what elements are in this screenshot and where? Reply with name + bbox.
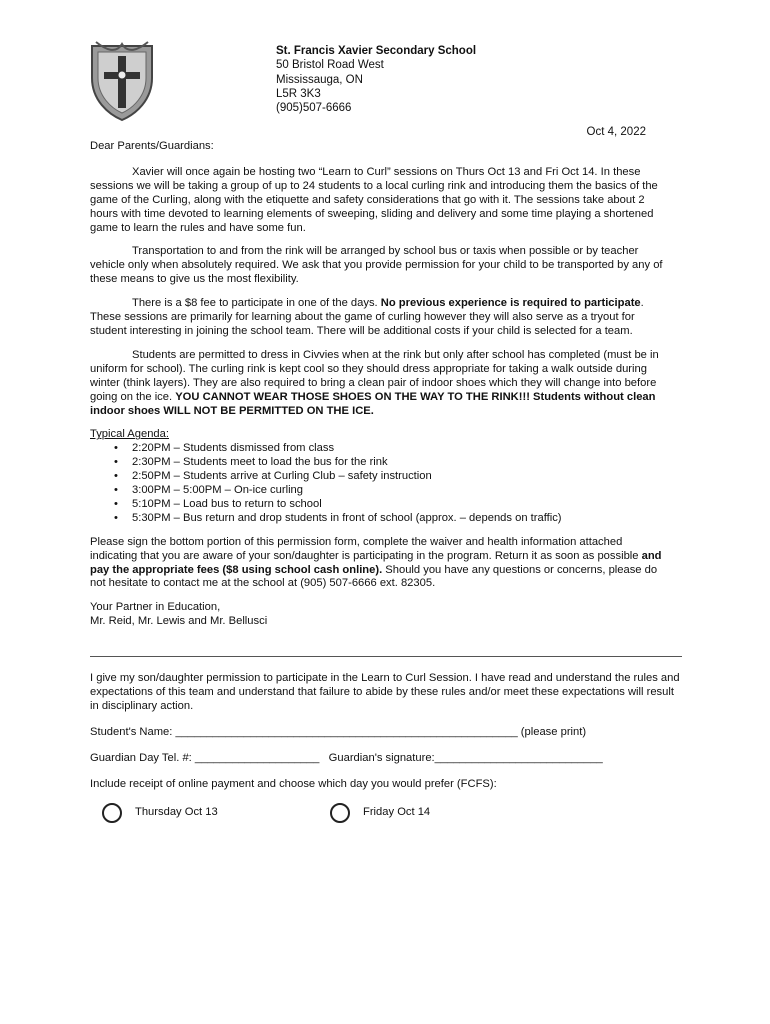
guardian-row [90, 752, 682, 766]
paragraph-intro: Xavier will once again be hosting two “Learn to Curl” sessions on Thurs Oct 13 and Fri Oct 14. In these sessions we will be taking a group of up to 24 students to a local curling rink and introducing them the basics of the game of the Curling, along with the etiquette and safety considerations that go with it. The sessions take about 2 hours with time devoted to learning elements of sweeping, sliding and delivery and some time playing a shortened game to learn the rules and have some fun. [90, 165, 658, 234]
letter-body [90, 140, 672, 639]
receipt-instruction: Include receipt of online payment and choose which day you would prefer (FCFS): [90, 777, 497, 790]
school-address-block [276, 44, 476, 115]
day-choices [90, 803, 682, 833]
agenda-title: Typical Agenda: [90, 428, 169, 441]
agenda-section [90, 428, 672, 525]
option-thursday[interactable] [102, 803, 218, 823]
address-line: 50 Bristol Road West [276, 59, 384, 72]
agenda-list [90, 442, 672, 525]
thursday-label: Thursday Oct 13 [135, 806, 218, 819]
agenda-item: • 5:10PM – Load bus to return to school [90, 498, 672, 512]
agenda-item: • 2:30PM – Students meet to load the bus for the rink [90, 456, 672, 470]
school-crest-logo [86, 38, 158, 122]
permission-form [90, 672, 682, 833]
shoes-warning: YOU CANNOT WEAR THOSE SHOES ON THE WAY TO THE RINK!!! Students without clean indoor shoes WILL NOT BE PERMITTED ON THE ICE. [90, 390, 656, 417]
print-note: (please print) [517, 725, 587, 738]
no-experience-notice: No previous experience is required to participate [380, 297, 641, 310]
student-name-row [90, 726, 682, 740]
dress-text: Students are permitted to dress in Civvies when at the rink but only after school has completed (must be in uniform for school). The curling rink is kept cool so they should dress appropriate for taking a walk outside during winter (think layers). They are also required to bring a clean pair of indoor shoes which they will change into before going on the ice. [90, 348, 659, 403]
guardian-tel-label: Guardian Day Tel. #: [90, 751, 195, 764]
paragraph-instructions [90, 536, 672, 592]
school-phone: (905)507-6666 [276, 102, 352, 115]
guardian-signature-field[interactable]: ___________________________ [434, 751, 603, 764]
friday-label: Friday Oct 14 [363, 806, 431, 819]
divider-line [90, 656, 682, 657]
student-name-label: Student's Name: [90, 725, 176, 738]
agenda-item: • 2:20PM – Students dismissed from class [90, 442, 672, 456]
paragraph-dress [90, 349, 672, 419]
signers: Mr. Reid, Mr. Lewis and Mr. Bellusci [90, 615, 268, 628]
paragraph-transportation: Transportation to and from the rink will be arranged by school bus or taxis when possible or by teacher vehicle only when absolutely required. We ask that you provide permission for your child to be transported by any of these means to give us the most flexibility. [90, 245, 663, 286]
school-name: St. Francis Xavier Secondary School [276, 45, 477, 57]
fee-text-continued: . These sessions are primarily for learning about the game of curling however they will also serve as a tryout for student interesting in joining the school team. There will be additional costs if your child is selected for a team. [90, 297, 644, 337]
friday-radio[interactable] [330, 803, 350, 823]
closing: Your Partner in Education, [90, 601, 221, 614]
student-name-field[interactable]: _______________________________________________________ [175, 725, 518, 738]
thursday-radio[interactable] [102, 803, 122, 823]
fee-text: There is a $8 fee to participate in one of the days. [132, 297, 381, 310]
option-friday[interactable] [330, 803, 430, 823]
consent-statement: I give my son/daughter permission to participate in the Learn to Curl Session. I have read and understand the rules and expectations of this team and understand that failure to abide by these rules and/or meet these expectations will result in disciplinary action. [90, 672, 680, 712]
instructions-text: Please sign the bottom portion of this permission form, complete the waiver and health information attached indicating that you are aware of your son/daughter is participating in the program. Return it as soon as possible [90, 535, 642, 562]
guardian-signature-label: Guardian's signature: [319, 751, 435, 764]
agenda-item: • 2:50PM – Students arrive at Curling Club – safety instruction [90, 470, 672, 484]
letter-date: Oct 4, 2022 [586, 126, 646, 138]
fees-notice: and pay the appropriate fees ($8 using school cash online). [90, 549, 662, 576]
agenda-item: • 5:30PM – Bus return and drop students in front of school (approx. – depends on traffic) [90, 512, 672, 526]
contact-text: Should you have any questions or concerns, please do not hesitate to contact me at the school at (905) 507-6666 ext. 82305. [90, 563, 658, 590]
guardian-tel-field[interactable]: ____________________ [194, 751, 320, 764]
paragraph-fee [90, 297, 672, 339]
salutation: Dear Parents/Guardians: [90, 140, 214, 152]
agenda-item: • 3:00PM – 5:00PM – On-ice curling [90, 484, 672, 498]
address-postal: L5R 3K3 [276, 87, 321, 100]
address-city: Mississauga, ON [276, 73, 363, 86]
